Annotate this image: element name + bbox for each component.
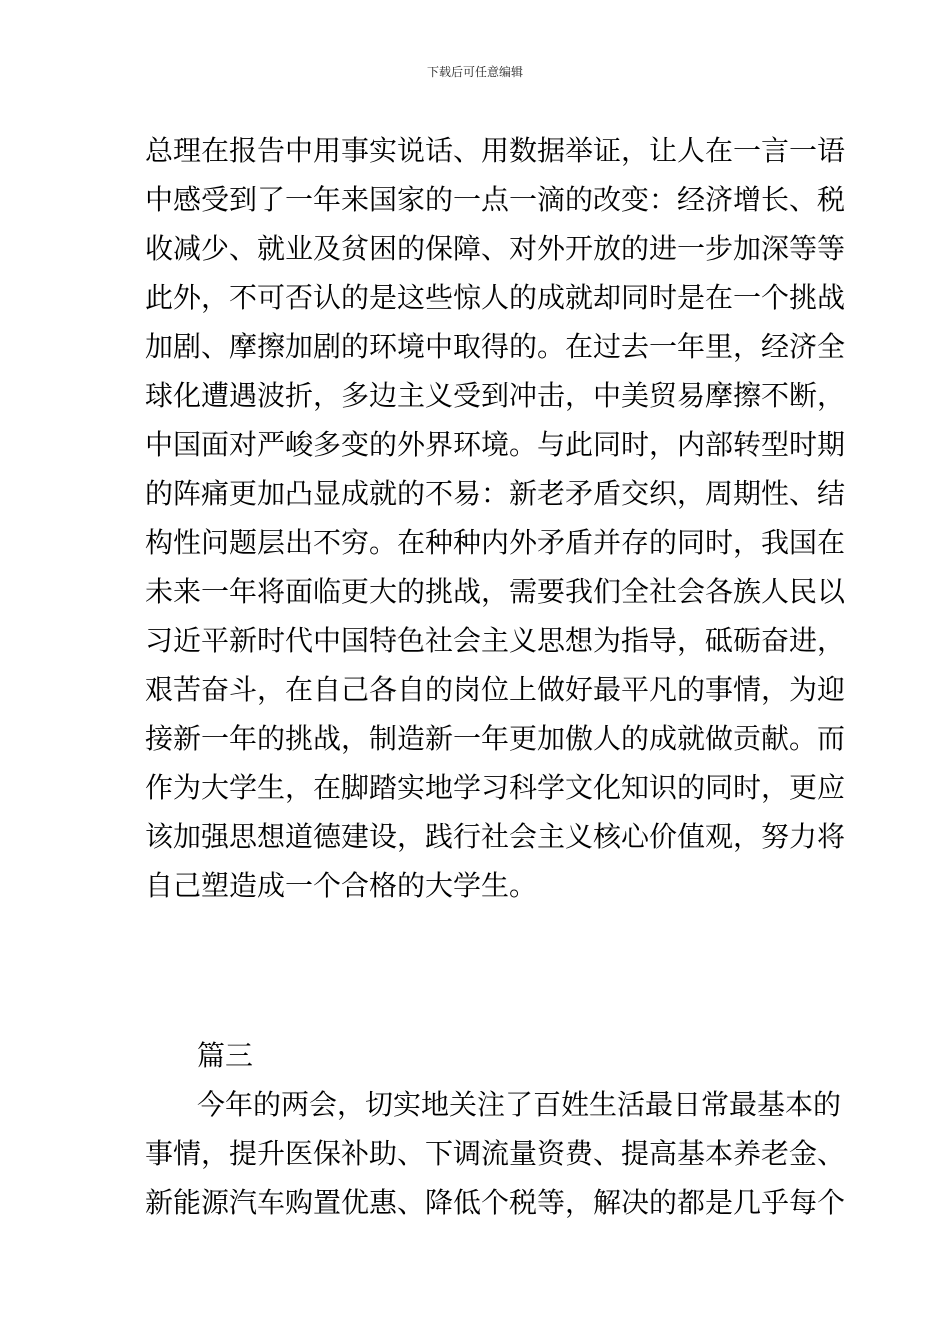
text-line: 的阵痛更加凸显成就的不易：新老矛盾交织，周期性、结: [145, 477, 846, 510]
section-spacer: [145, 910, 810, 1031]
text-line: 中感受到了一年来国家的一点一滴的改变：经济增长、税: [145, 183, 846, 216]
document-body: [145, 126, 846, 1227]
text-line: 今年的两会，切实地关注了百姓生活最日常最基本的: [197, 1088, 842, 1121]
text-line: 该加强思想道德建设，践行社会主义核心价值观，努力将: [145, 820, 846, 853]
section-heading: 篇三: [197, 1039, 254, 1072]
text-line: 加剧、摩擦加剧的环境中取得的。在过去一年里，经济全: [145, 330, 846, 363]
text-line: 艰苦奋斗，在自己各自的岗位上做好最平凡的事情，为迎: [145, 673, 846, 706]
text-line: 事情，提升医保补助、下调流量资费、提高基本养老金、: [145, 1137, 846, 1170]
paragraph-1: [145, 126, 846, 910]
text-line: 新能源汽车购置优惠、降低个税等，解决的都是几乎每个: [145, 1186, 846, 1219]
section-3: [145, 1031, 846, 1227]
text-line: 未来一年将面临更大的挑战，需要我们全社会各族人民以: [145, 575, 846, 608]
text-line: 总理在报告中用事实说话、用数据举证，让人在一言一语: [145, 134, 846, 167]
text-line: 此外，不可否认的是这些惊人的成就却同时是在一个挑战: [145, 281, 846, 314]
page-header: 下载后可任意编辑: [426, 65, 523, 79]
text-line: 构性问题层出不穷。在种种内外矛盾并存的同时，我国在: [145, 526, 846, 559]
text-line: 自己塑造成一个合格的大学生。: [145, 869, 538, 902]
text-line: 接新一年的挑战，制造新一年更加傲人的成就做贡献。而: [145, 722, 846, 755]
text-line: 中国面对严峻多变的外界环境。与此同时，内部转型时期: [145, 428, 846, 461]
text-line: 收减少、就业及贫困的保障、对外开放的进一步加深等等: [145, 232, 846, 265]
text-line: 球化遭遇波折，多边主义受到冲击，中美贸易摩擦不断，: [145, 379, 846, 412]
text-line: 作为大学生，在脚踏实地学习科学文化知识的同时，更应: [145, 771, 846, 804]
text-line: 习近平新时代中国特色社会主义思想为指导，砥砺奋进，: [145, 624, 846, 657]
